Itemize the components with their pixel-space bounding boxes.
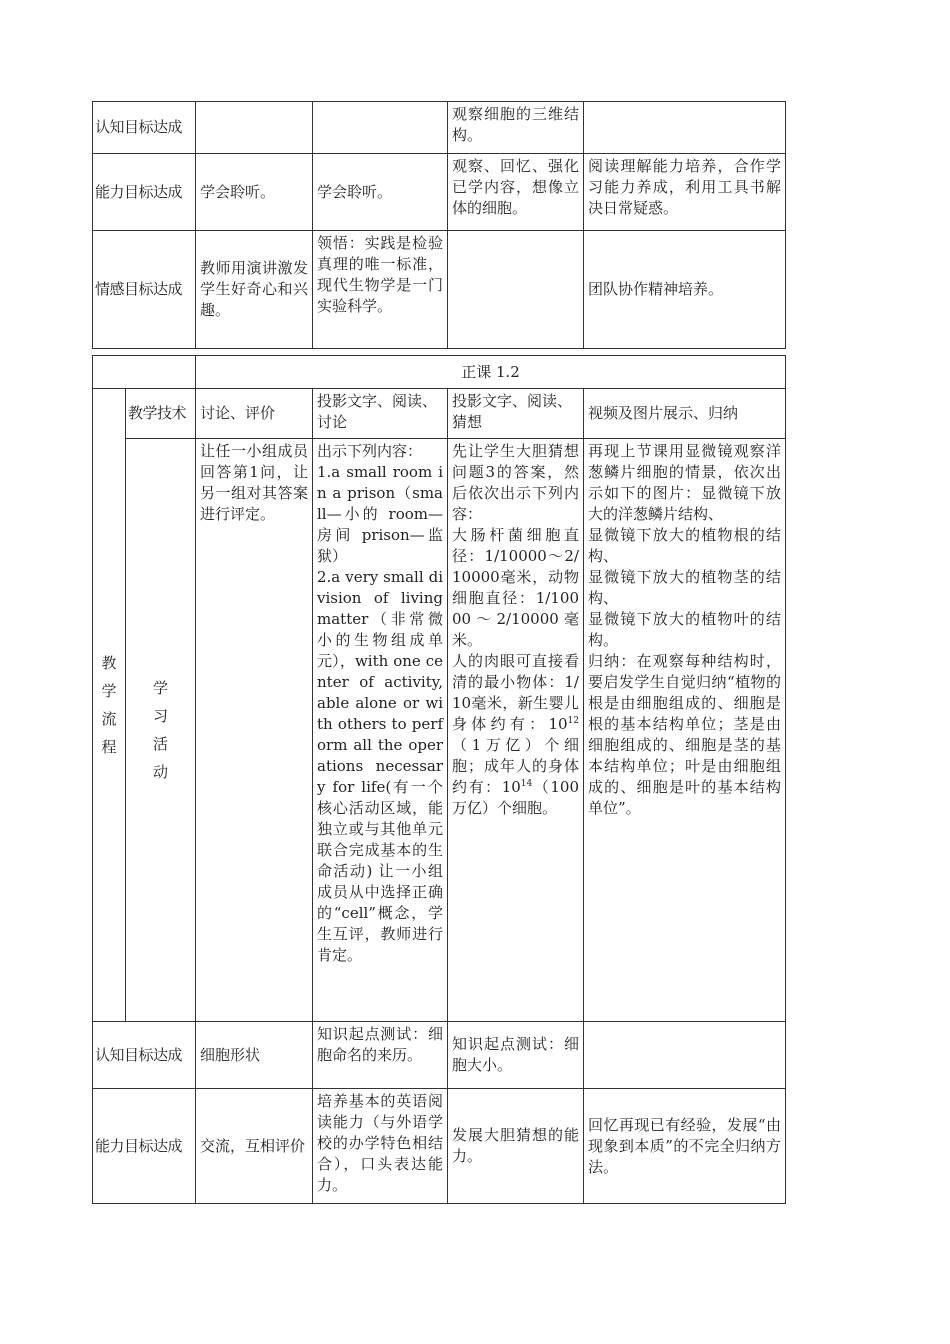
cell: 知识起点测试：细胞大小。 [448,1022,584,1089]
section-title: 正课 1.2 [196,356,786,389]
row-label: 认知目标达成 [93,102,196,154]
cell: 领悟：实践是检验真理的唯一标准，现代生物学是一门实验科学。 [313,231,448,349]
flow-label-text: 教 学 流 程 [101,654,117,756]
cell: 学会聆听。 [313,154,448,231]
goals-table-top [92,101,786,349]
cell-text: 先让学生大胆猜想问题3的答案，然后依次出示下列内容： 大肠杆菌细胞直径：1/10000～2/10000毫米，动物细胞直径：1/10000～2/10000毫米。 人的肉眼可直接看清的最小物体：1/10毫米，新生婴儿身体约有：10 [452,442,579,733]
cell: 交流，互相评价 [196,1089,313,1204]
cell [448,439,584,1022]
row-label: 能力目标达成 [93,154,196,231]
cell: 学会聆听。 [196,154,313,231]
cell [196,102,313,154]
cell: 再现上节课用显微镜观察洋葱鳞片细胞的情景，依次出示如下的图片：显微镜下放大的洋葱鳞片结构、 显微镜下放大的植物根的结构、 显微镜下放大的植物茎的结构、 显微镜下放大的植物叶的结构。 归纳：在观察每种结构时，要启发学生自觉归纳“植物的根是由细胞组成的、细胞是根的基本结构单位；茎是由细胞组成的、细胞是茎的基本结构单位；叶是由细胞组成的、细胞是叶的基本结构单位”。 [584,439,786,1022]
exponent: 14 [520,779,533,789]
cell: 团队协作精神培养。 [584,231,786,349]
cell: 发展大胆猜想的能力。 [448,1089,584,1204]
table-row [93,1022,786,1089]
cell: 知识起点测试：细胞命名的来历。 [313,1022,448,1089]
cell: 视频及图片展示、归纳 [584,389,786,439]
activity-label-text: 学 习 活 动 [152,679,168,781]
table-row [93,1089,786,1204]
table-row [93,356,786,389]
cell: 培养基本的英语阅读能力（与外语学校的办学特色相结合），口头表达能力。 [313,1089,448,1204]
flow-label [93,389,126,1022]
row-label: 认知目标达成 [93,1022,196,1089]
cell: 细胞形状 [196,1022,313,1089]
cell: 观察、回忆、强化已学内容，想像立体的细胞。 [448,154,584,231]
cell-text: （100万亿）个细胞。 [452,778,579,817]
table-row [93,102,786,154]
table-row [93,389,786,439]
cell: 投影文字、阅读、讨论 [313,389,448,439]
cell: 回忆再现已有经验，发展“由现象到本质”的不完全归纳方法。 [584,1089,786,1204]
cell: 出示下列内容： 1.a small room in a prison（small—小的 room—房间 prison—监狱） 2.a very small division of living matter（非常微小的生物组成单元），with one center of activity, able alone or with others to perform all the operations necessary for life(有一个核心活动区域，能独立或与其他单元联合完成基本的生命活动) 让一小组成员从中选择正确的“cell”概念，学生互评，教师进行肯定。 [313,439,448,1022]
row-label: 情感目标达成 [93,231,196,349]
cell [93,356,196,389]
cell [584,102,786,154]
row-label: 教学技术 [126,389,196,439]
cell: 投影文字、阅读、猜想 [448,389,584,439]
cell: 阅读理解能力培养，合作学习能力养成，利用工具书解决日常疑惑。 [584,154,786,231]
cell: 教师用演讲激发学生好奇心和兴趣。 [196,231,313,349]
teaching-flow-table [92,355,786,1204]
cell [313,102,448,154]
row-label: 能力目标达成 [93,1089,196,1204]
cell: 讨论、评价 [196,389,313,439]
exponent: 12 [567,716,579,726]
cell [448,231,584,349]
table-row [93,231,786,349]
cell: 观察细胞的三维结构。 [448,102,584,154]
table-row [93,154,786,231]
cell-text: （1万亿）个细胞；成年人的身体约有：10 [452,736,579,796]
cell: 让任一小组成员回答第1问，让另一组对其答案进行评定。 [196,439,313,1022]
activity-label [126,439,196,1022]
table-row [93,439,786,1022]
cell [584,1022,786,1089]
